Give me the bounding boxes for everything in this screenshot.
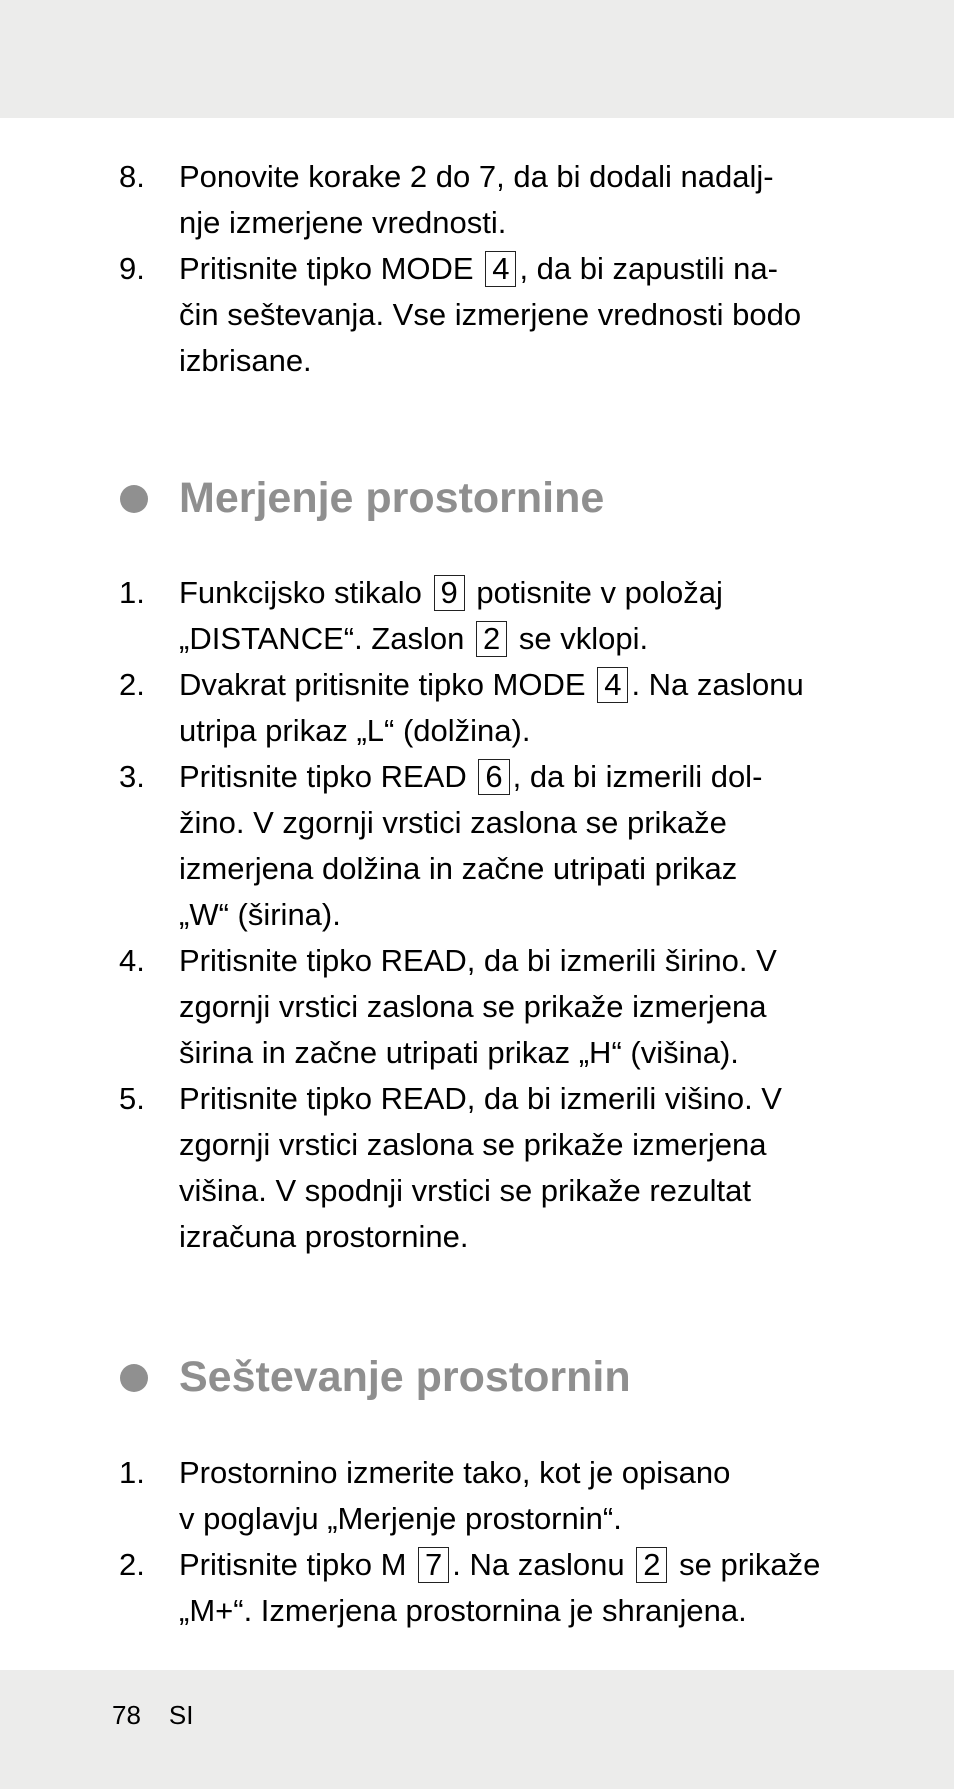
- list-item: [0, 246, 954, 384]
- section-heading: [0, 468, 954, 528]
- step-line: izračuna prostornine.: [179, 1219, 469, 1254]
- step-text: , da bi zapustili na-: [519, 251, 778, 286]
- step-line: višina. V spodnji vrstici se prikaže rezultat: [179, 1173, 752, 1208]
- language-code: SI: [168, 1700, 194, 1730]
- part-reference-box: 9: [434, 575, 465, 611]
- step-line: [179, 246, 854, 292]
- step-line: Pritisnite tipko READ, da bi izmerili višino. V: [179, 1081, 782, 1116]
- step-line: [179, 662, 854, 708]
- step-line: širina in začne utripati prikaz „H“ (višina).: [179, 1035, 739, 1070]
- step-text: potisnite v položaj: [476, 575, 723, 610]
- step-line: Pritisnite tipko READ, da bi izmerili širino. V: [179, 943, 777, 978]
- step-number: 1.: [119, 575, 145, 610]
- step-line: v poglavju „Merjenje prostornin“.: [179, 1501, 622, 1536]
- step-line: [179, 1542, 854, 1588]
- step-line: [179, 754, 854, 800]
- continued-step-list: [0, 154, 954, 384]
- part-reference-box: 2: [476, 621, 507, 657]
- step-text: Pritisnite tipko M: [179, 1547, 407, 1582]
- step-number: 8.: [119, 159, 145, 194]
- step-line: [179, 570, 854, 616]
- top-band: [0, 0, 954, 118]
- part-reference-box: 4: [485, 251, 516, 287]
- step-text: , da bi izmerili dol-: [512, 759, 763, 794]
- list-item: [0, 154, 954, 246]
- step-line: Prostornino izmerite tako, kot je opisano: [179, 1455, 731, 1490]
- step-number: 5.: [119, 1081, 145, 1116]
- step-number: 1.: [119, 1455, 145, 1490]
- step-text: . Na zaslonu: [452, 1547, 625, 1582]
- step-number: 2.: [119, 667, 145, 702]
- step-text: „DISTANCE“. Zaslon: [179, 621, 465, 656]
- step-number: 2.: [119, 1547, 145, 1582]
- list-item: [0, 754, 954, 938]
- step-line: čin seštevanja. Vse izmerjene vrednosti bodo: [179, 297, 802, 332]
- page-footer: [112, 1700, 222, 1731]
- step-number: 3.: [119, 759, 145, 794]
- volume-sum-steps-list: [0, 1450, 954, 1634]
- volume-steps-list: [0, 570, 954, 1260]
- list-item: [0, 1076, 954, 1260]
- step-line: „W“ (širina).: [179, 897, 341, 932]
- step-line: zgornji vrstici zaslona se prikaže izmerjena: [179, 989, 767, 1024]
- step-line: [179, 616, 854, 662]
- step-text: se vklopi.: [518, 621, 649, 656]
- step-number: 4.: [119, 943, 145, 978]
- step-line: utripa prikaz „L“ (dolžina).: [179, 713, 531, 748]
- step-line: Ponovite korake 2 do 7, da bi dodali nadalj-: [179, 159, 774, 194]
- step-text: Funkcijsko stikalo: [179, 575, 422, 610]
- step-line: zgornji vrstici zaslona se prikaže izmerjena: [179, 1127, 767, 1162]
- step-line: nje izmerjene vrednosti.: [179, 205, 507, 240]
- section-title: Seštevanje prostornin: [179, 1353, 631, 1401]
- list-item: [0, 938, 954, 1076]
- list-item: [0, 1450, 954, 1542]
- section-title: Merjenje prostornine: [179, 474, 605, 522]
- step-line: žino. V zgornji vrstici zaslona se prikaže: [179, 805, 727, 840]
- part-reference-box: 7: [418, 1547, 449, 1583]
- step-line: „M+“. Izmerjena prostornina je shranjena.: [179, 1593, 747, 1628]
- step-line: izbrisane.: [179, 343, 312, 378]
- list-item: [0, 662, 954, 754]
- step-number: 9.: [119, 251, 145, 286]
- step-line: izmerjena dolžina in začne utripati prikaz: [179, 851, 738, 886]
- list-item: [0, 570, 954, 662]
- bullet-icon: [120, 485, 148, 513]
- part-reference-box: 4: [597, 667, 628, 703]
- part-reference-box: 6: [478, 759, 509, 795]
- step-text: se prikaže: [679, 1547, 821, 1582]
- page-number: 78: [112, 1700, 141, 1730]
- bullet-icon: [120, 1364, 148, 1392]
- step-text: Pritisnite tipko READ: [179, 759, 467, 794]
- step-text: Dvakrat pritisnite tipko MODE: [179, 667, 586, 702]
- list-item: [0, 1542, 954, 1634]
- part-reference-box: 2: [636, 1547, 667, 1583]
- section-heading: [0, 1347, 954, 1407]
- step-text: Pritisnite tipko MODE: [179, 251, 474, 286]
- step-text: . Na zaslonu: [631, 667, 804, 702]
